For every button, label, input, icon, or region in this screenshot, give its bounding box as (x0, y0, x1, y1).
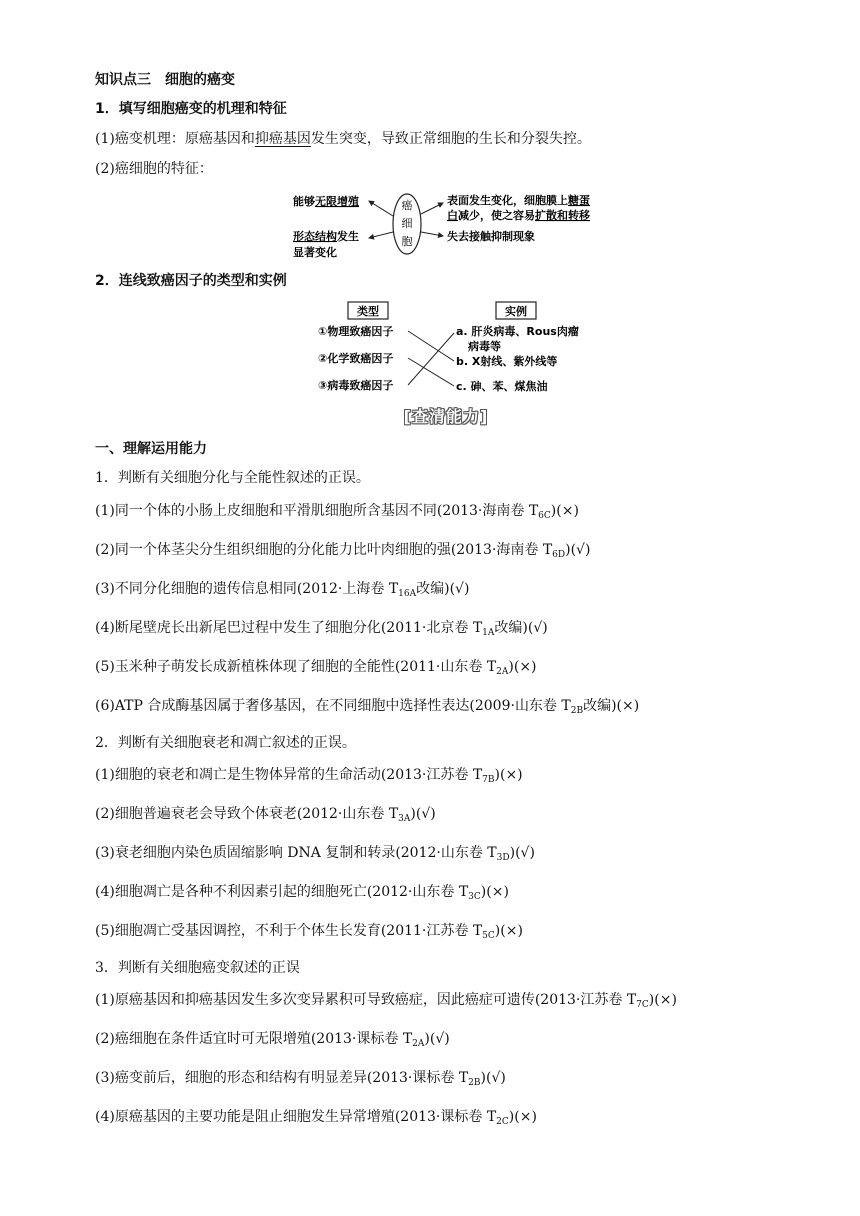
type-item: ①物理致癌因子 (318, 325, 394, 338)
center-char: 细 (401, 217, 413, 230)
text: 发生突变，导致正常细胞的生长和分裂失控。 (310, 131, 591, 147)
center-char: 癌 (401, 199, 413, 212)
section-banner: [查清能力] (403, 407, 489, 426)
judgement-item: (4)细胞凋亡是各种不利因素引起的细胞死亡(2012·山东卷 $T_{3C})(\times)$ (95, 884, 509, 902)
judgement-item: (1)原癌基因和抑癌基因发生多次变异累积可导致癌症，因此癌症可遗传(2013·江苏卷 $T_{7C})(\times)$ (95, 992, 677, 1010)
left-feature-2-line2: 显著变化 (293, 246, 337, 259)
center-char: 胞 (401, 235, 413, 248)
left-feature-2: 形态结构发生 (293, 230, 359, 243)
left-feature-1: 能够无限增殖 (293, 195, 359, 208)
match-line (408, 358, 454, 386)
header-right: 实例 (505, 305, 527, 318)
example-b: b. X射线、紫外线等 (456, 355, 558, 368)
right-feature-1: 表面发生变化，细胞膜上糖蛋 (447, 194, 590, 207)
judgement-item: (1)同一个体的小肠上皮细胞和平滑肌细胞所含基因不同(2013·海南卷 $T_{6C})(\times)$ (95, 503, 579, 521)
type-item: ②化学致癌因子 (318, 352, 394, 365)
judgement-item: (1)细胞的衰老和凋亡是生物体异常的生命活动(2013·江苏卷 $T_{7B})(\times)$ (95, 767, 523, 785)
q1-title: 1．判断有关细胞分化与全能性叙述的正误。 (95, 470, 370, 486)
example-a-line2: 病毒等 (468, 340, 501, 353)
underlined-answer: 抑癌基因 (254, 131, 311, 147)
match-line (408, 331, 454, 361)
item2-title: 2．连线致癌因子的类型和实例 (95, 273, 287, 289)
judgement-item: (4)原癌基因的主要功能是阻止细胞发生异常增殖(2013·课标卷 $T_{2C})(\times)$ (95, 1109, 537, 1127)
right-feature-1-line2: 白减少，使之容易扩散和转移 (447, 209, 590, 222)
item1-paragraph-1 (95, 129, 591, 149)
item1-title: 1．填写细胞癌变的机理和特征 (95, 101, 287, 117)
judgement-item: (5)细胞凋亡受基因调控，不利于个体生长发育(2011·江苏卷 $T_{5C})(\times)$ (95, 923, 523, 941)
judgement-item: (2)同一个体茎尖分生组织细胞的分化能力比叶肉细胞的强(2013·海南卷 $T_{6D})(√)$ (95, 542, 591, 560)
carcinogen-matching-diagram (312, 298, 592, 400)
type-item: ③病毒致癌因子 (318, 379, 394, 392)
section-title: 知识点三 细胞的癌变 (95, 72, 235, 88)
judgement-item: (6)ATP 合成酶基因属于奢侈基因，在不同细胞中选择性表达(2009·山东卷 $T_{2B}$改编)(×) (95, 698, 640, 716)
example-c: c. 砷、苯、煤焦油 (456, 380, 548, 393)
judgement-item: (2)细胞普遍衰老会导致个体衰老(2012·山东卷 $T_{3A})(√)$ (95, 806, 436, 824)
judgement-item: (3)不同分化细胞的遗传信息相同(2012·上海卷 $T_{16A}$改编)(√) (95, 581, 470, 599)
match-line (408, 333, 454, 385)
example-a: a. 肝炎病毒、Rous肉瘤 (456, 325, 579, 338)
q3-title: 3．判断有关细胞癌变叙述的正误 (95, 960, 300, 976)
judgement-item: (3)癌变前后，细胞的形态和结构有明显差异(2013·课标卷 $T_{2B})(√)$ (95, 1070, 506, 1088)
judgement-item: (2)癌细胞在条件适宜时可无限增殖(2013·课标卷 $T_{2A})(√)$ (95, 1031, 450, 1049)
text: (1)癌变机理：原癌基因和 (95, 131, 255, 147)
cancer-cell-feature-diagram (285, 186, 615, 264)
judgement-item: (4)断尾壁虎长出新尾巴过程中发生了细胞分化(2011·北京卷 $T_{1A}$改编)(√) (95, 620, 548, 638)
q2-title: 2．判断有关细胞衰老和凋亡叙述的正误。 (95, 735, 356, 751)
item1-paragraph-2: (2)癌细胞的特征： (95, 161, 213, 177)
header-left: 类型 (357, 305, 379, 318)
right-feature-2: 失去接触抑制现象 (447, 230, 535, 243)
part1-title: 一、理解运用能力 (95, 441, 207, 457)
judgement-item: (3)衰老细胞内染色质固缩影响 DNA 复制和转录(2012·山东卷 $T_{3D})(√)$ (95, 845, 535, 863)
judgement-item: (5)玉米种子萌发长成新植株体现了细胞的全能性(2011·山东卷 $T_{2A})(\times)$ (95, 659, 537, 677)
